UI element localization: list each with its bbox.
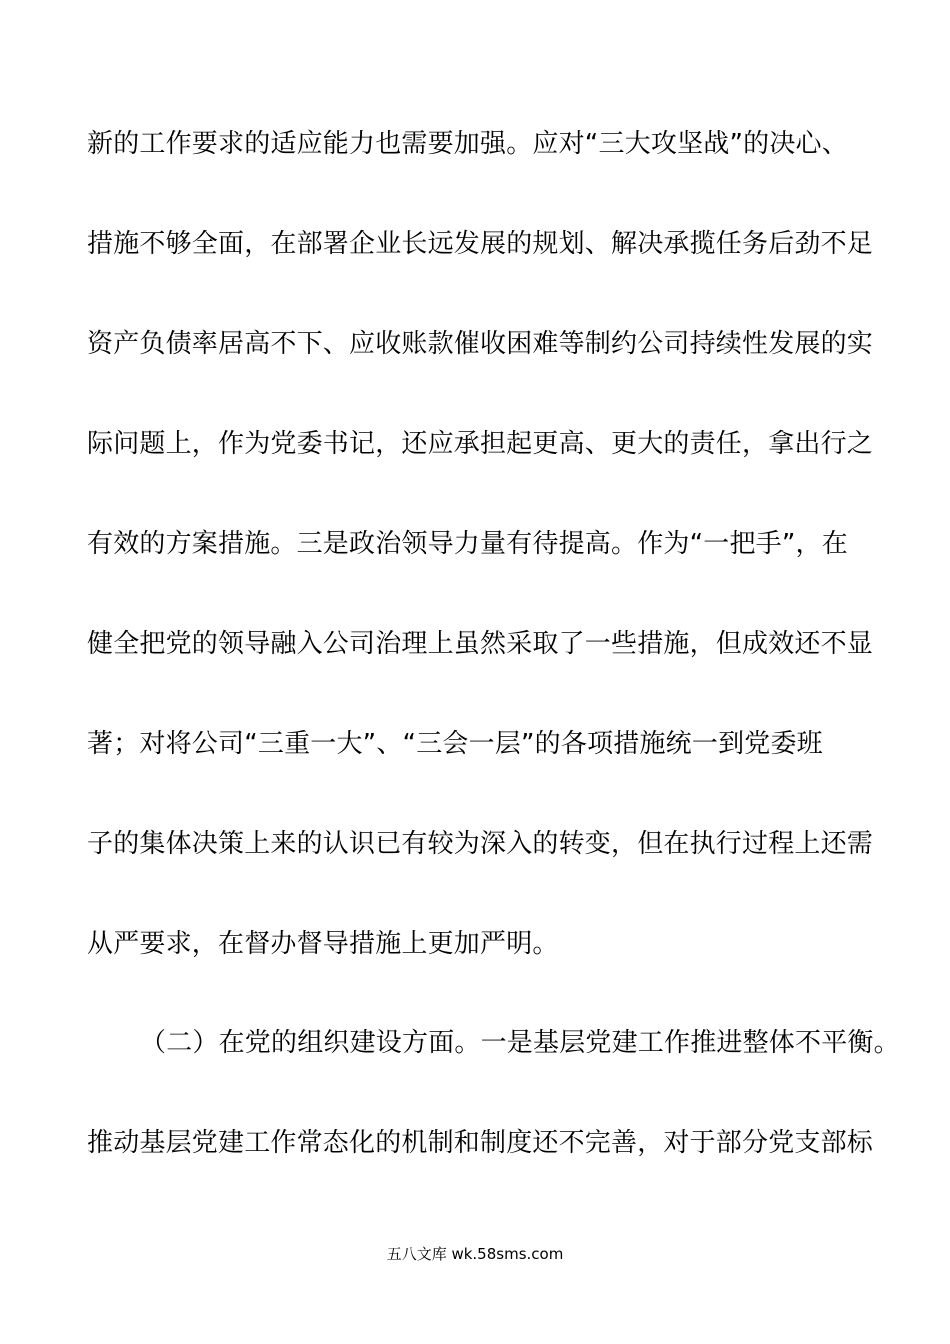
text-line: 措施不够全面，在部署企业长远发展的规划、解决承揽任务后劲不足 xyxy=(87,229,874,259)
text-line: 著；对将公司“三重一大”、“三会一层”的各项措施统一到党委班 xyxy=(87,729,823,759)
text-line: 际问题上，作为党委书记，还应承担起更高、更大的责任，拿出行之 xyxy=(87,429,874,459)
text-line: 健全把党的领导融入公司治理上虽然采取了一些措施，但成效还不显 xyxy=(87,629,874,659)
text-line: 有效的方案措施。三是政治领导力量有待提高。作为“一把手”，在 xyxy=(87,529,848,559)
section-heading-line: （二）在党的组织建设方面。一是基层党建工作推进整体不平衡。 xyxy=(140,1028,900,1058)
text-line: 子的集体决策上来的认识已有较为深入的转变，但在执行过程上还需 xyxy=(87,829,874,859)
footer-watermark: 五八文库 wk.58sms.com xyxy=(386,1245,564,1263)
text-line: 从严要求，在督办督导措施上更加严明。 xyxy=(87,929,559,959)
text-line: 资产负债率居高不下、应收账款催收困难等制约公司持续性发展的实 xyxy=(87,329,874,359)
text-line: 新的工作要求的适应能力也需要加强。应对“三大攻坚战”的决心、 xyxy=(87,129,848,159)
text-line: 推动基层党建工作常态化的机制和制度还不完善，对于部分党支部标 xyxy=(87,1128,874,1158)
